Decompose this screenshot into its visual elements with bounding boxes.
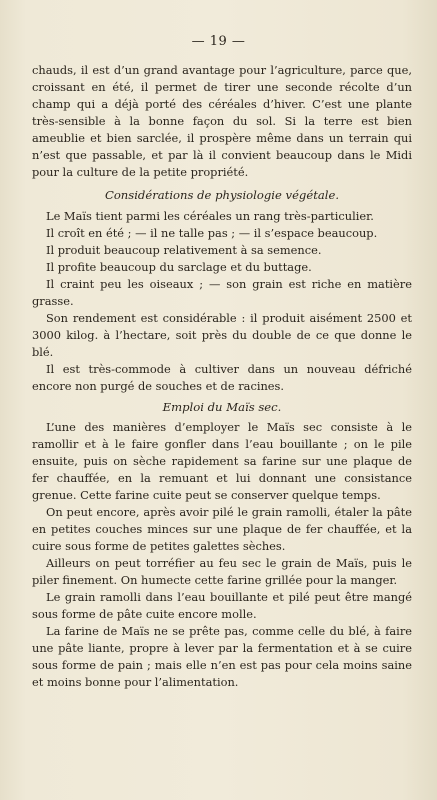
paragraph: Il croît en été ; — il ne talle pas ; — il s’espace beaucoup.: [46, 226, 378, 240]
paragraph: Il produit beaucoup relativement à sa semence.: [46, 243, 322, 257]
page-number: — 19 —: [191, 34, 246, 49]
paragraph: Il est très-commode à cultiver dans un nouveau défriché encore non purgé de souches et de racines.: [32, 362, 412, 393]
paragraph: Ailleurs on peut torréfier au feu sec le grain de Maïs, puis le piler finement. On humecte cette farine grillée pour la manger.: [32, 556, 412, 587]
paragraph: Il profite beaucoup du sarclage et du buttage.: [46, 260, 312, 274]
paragraph: On peut encore, après avoir pilé le grain ramolli, étaler la pâte en petites couches minces sur une plaque de fer chauffée, et la cuire sous forme de petites galettes sèches.: [32, 505, 412, 553]
paragraph: Son rendement est considérable : il produit aisément 2500 et 3000 kilog. à l’hectare, soit près du double de ce que donne le blé.: [32, 311, 412, 359]
section-heading-physiologie: Considérations de physiologie végétale.: [104, 188, 340, 202]
paragraph: Il craint peu les oiseaux ; — son grain est riche en matière grasse.: [32, 277, 412, 308]
paragraph: Le grain ramolli dans l’eau bouillante et pilé peut être mangé sous forme de pâte cuite encore molle.: [32, 590, 412, 621]
page-body: [32, 62, 412, 691]
paragraph: La farine de Maïs ne se prête pas, comme celle du blé, à faire une pâte liante, propre à lever par la fermentation et à se cuire sous forme de pain ; mais elle n’en est pas pour cela moins saine et moins bonne pour l’alimentation.: [32, 624, 412, 689]
paragraph: L’une des manières d’employer le Maïs sec consiste à le ramollir et à le faire gonfler dans l’eau bouillante ; on le pile ensuite, puis on sèche rapidement sa farine sur une plaque de fer chauffée, en la remuant et lui donnant une consistance grenue. Cette farine cuite peut se conserver quelque temps.: [32, 420, 412, 502]
paragraph: Le Maïs tient parmi les céréales un rang très-particulier.: [46, 209, 374, 223]
paragraph-intro: chauds, il est d’un grand avantage pour l’agriculture, parce que, croissant en été, il permet de tirer une seconde récolte d’un champ qui a déjà porté des céréales d’hiver. C’est une plante très-sensible à la bonne façon du sol. Si la terre est bien ameublie et bien sarclée, il prospère même dans un terrain qui n’est que passable, et par là il convient beaucoup dans le Midi pour la culture de la petite propriété.: [32, 63, 412, 179]
section-heading-emploi: Emploi du Maïs sec.: [162, 400, 282, 414]
